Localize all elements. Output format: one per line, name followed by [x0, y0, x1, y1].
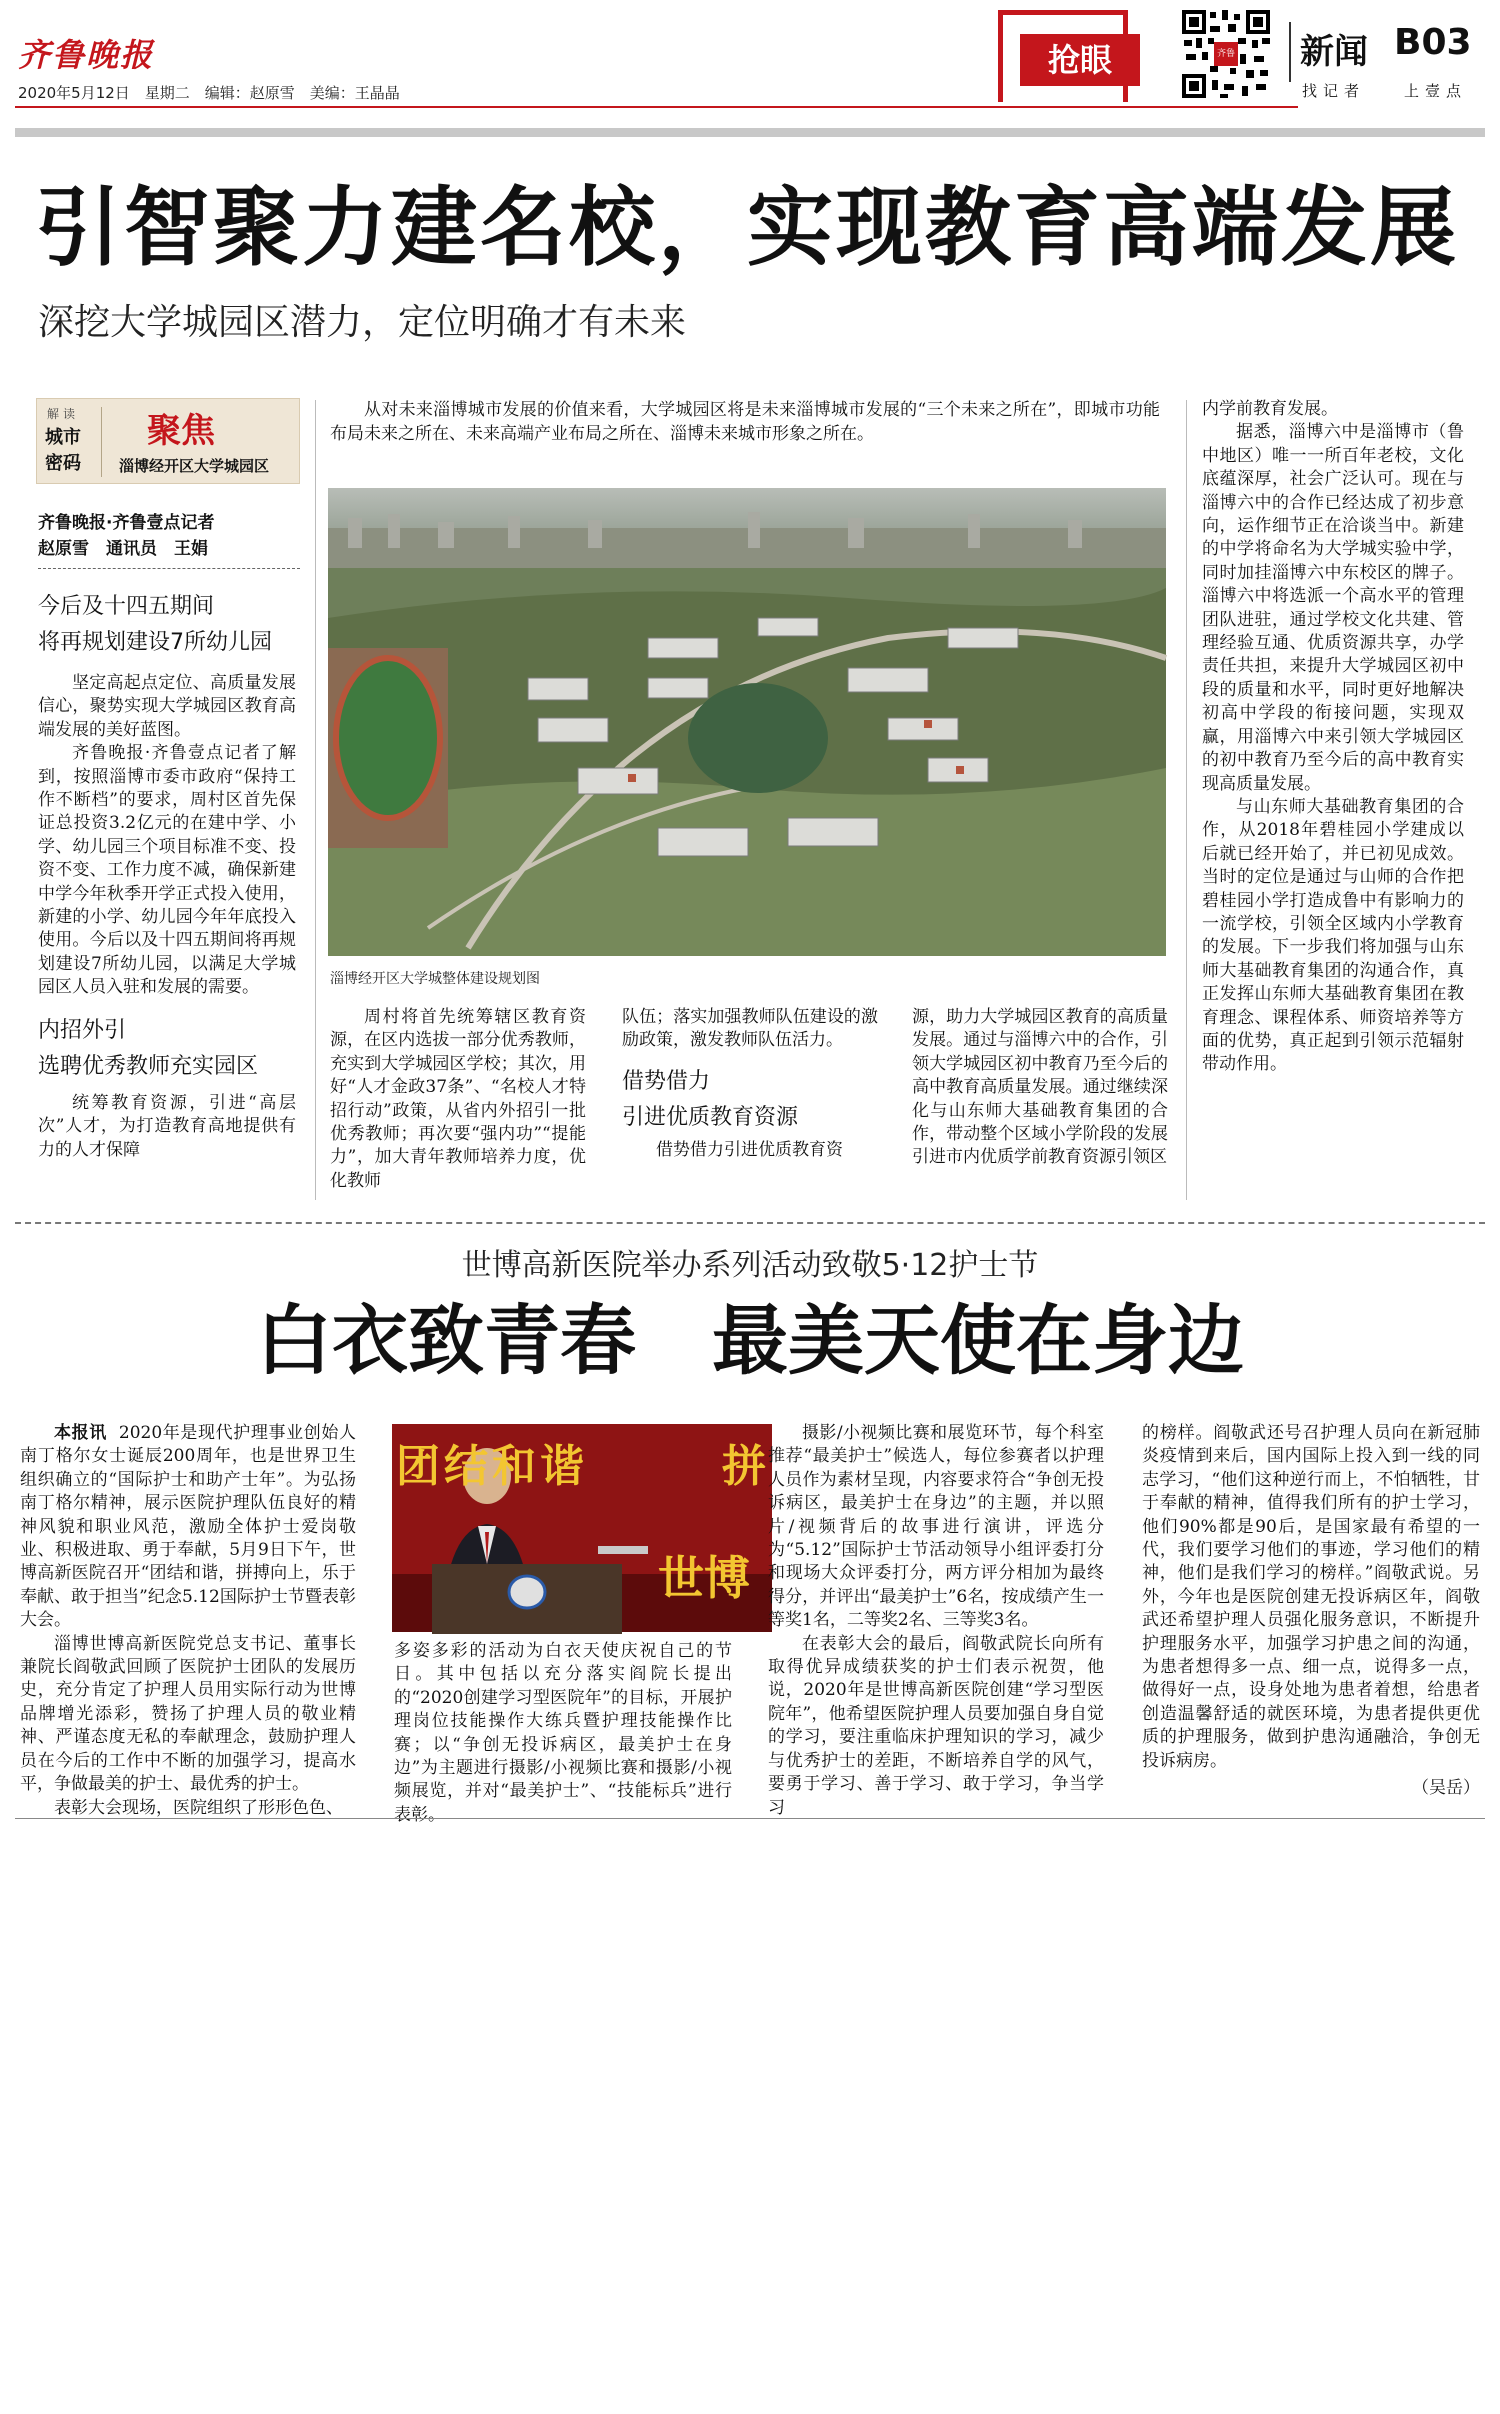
col1-subhead-3: 内招外引 — [38, 1017, 127, 1043]
col4-paragraph: 源，助力大学城园区教育的高质量发展。通过与淄博六中的合作，引领大学城园区初中教育乃至今后的高中教育高质量发展。通过继续深化与山东师大基础教育集团的合作，带动整个区域小学阶段的发展引进市内优质学前教育资源引领区 — [912, 1007, 1168, 1168]
banner-text-left: 团结和谐 — [396, 1441, 588, 1492]
col3-tail: 借势借力引进优质教育资 — [656, 1139, 843, 1160]
campus-aerial-photo — [328, 488, 1166, 956]
column-badge — [36, 398, 300, 484]
col5-paragraph: 与山东师大基础教育集团的合作，从2018年碧桂园小学建成以后就已经开始了，并已初见成效。当时的定位是通过与山师的合作把碧桂园小学打造成鲁中有影响力的一流学校，引领全区域内小学教育的发展。下一步我们将加强与山东师大基础教育集团的沟通合作，真正发挥山东师大基础教育集团在教育理念、课程体系、师资培养等方面的优势，真正起到引领示范辐射带动作用。 — [1202, 796, 1464, 1075]
story1-headline: 引智聚力建名校，实现教育高端发展 — [35, 178, 1459, 278]
story2-headline: 白衣致青春 最美天使在身边 — [256, 1296, 1244, 1385]
badge-title: 聚焦 — [147, 411, 215, 451]
badge-small: 解读 — [47, 407, 80, 421]
banner-text-right: 拼 — [722, 1441, 766, 1492]
badge-line2: 密码 — [45, 453, 81, 474]
story2-col3-paragraph: 摄影/小视频比赛和展览环节，每个科室推荐“最美护士”候选人，每位参赛者以护理人员作为素材呈现，内容要求符合“争创无投诉病区，最美护士在身边”的主题，并以照片/视频背后的故事进行演讲，评选分为“5.12”国际护士节活动领导小组评委打分和现场大众评委打分，两方评分相加为最终得分，并评出“最美护士”6名，按成绩产生一等奖1名，二等奖2名、三等奖3名。 — [768, 1423, 1104, 1631]
story2-column-2 — [394, 1640, 732, 1825]
story2-column-4 — [1142, 1422, 1480, 1810]
col3-subhead-1: 借势借力 — [622, 1068, 711, 1094]
story1-column-2 — [330, 1006, 586, 1202]
story2-col2-paragraph: 多姿多彩的活动为白衣天使庆祝自己的节日。其中包括以充分落实阎院长提出的“2020创建学习型医院年”的目标，开展护理岗位技能操作大练兵暨护理技能操作比赛；以“争创无投诉病区，最美护士在身边”为主题进行摄影/小视频比赛和摄影/小视频展览，并对“最美护士”、“技能标兵”进行表彰。 — [394, 1641, 732, 1825]
story1-column-3 — [622, 1006, 878, 1202]
byline — [38, 510, 298, 562]
photo-caption: 淄博经开区大学城整体建设规划图 — [330, 971, 540, 987]
byline-line1: 齐鲁晚报·齐鲁壹点记者 — [38, 513, 215, 533]
section-name: 新闻 — [1300, 32, 1368, 72]
story2-column-3 — [768, 1422, 1104, 1818]
banner-text-bottom: 世博 — [658, 1551, 750, 1605]
col1-paragraph: 齐鲁晚报·齐鲁壹点记者了解到，按照淄博市委市政府“保持工作不断档”的要求，周村区首先保证总投资3.2亿元的在建中学、小学、幼儿园三个项目标准不变、投资不变、工作力度不减，确保新建中学今年秋季开学正式投入使用，新建的小学、幼儿园今年年底投入使用。今后以及十四五期间将再规划建设7所幼儿园，以满足大学城园区人员入驻和发展的需要。 — [38, 743, 296, 998]
story2-col3-paragraph: 在表彰大会的最后，阎敬武院长向所有取得优异成绩获奖的护士们表示祝贺，他说，2020年是世博高新医院创建“学习型医院年”，他希望医院护理人员要加强自身自觉的学习，要注重临床护理知识的学习，减少与优秀护士的差距，不断培养自学的风气，要勇于学习、善于学习、敢于学习，争当学习 — [768, 1633, 1104, 1818]
page-number: B03 — [1394, 22, 1472, 63]
lead-label: 本报讯 — [54, 1423, 107, 1443]
tag-badge: 抢眼 — [1020, 34, 1140, 86]
story2-col4-paragraph: 的榜样。阎敬武还号召护理人员向在新冠肺炎疫情到来后，国内国际上投入到一线的同志学习，“他们这种逆行而上，不怕牺牲，甘于奉献的精神，值得我们所有的护士学习，他们90%都是90后，是国家最有希望的一代，我们要学习他们的事迹，学习他们的精神，他们是我们学习的榜样。”阎敬武说。另外，今年也是医院创建无投诉病区年，阎敬武还希望护理人员强化服务意识，不断提升护理服务水平，加强学习护患之间的沟通，为患者想得多一点、细一点，说得多一点，做得好一点，设身处地为患者着想，给患者创造温馨舒适的就医环境，为患者提供更优质的护理服务，做到护患沟通融洽，争创无投诉病房。 — [1142, 1423, 1480, 1771]
col3-paragraph: 队伍；落实加强教师队伍建设的激励政策，激发教师队伍活力。 — [622, 1007, 878, 1051]
top-band — [15, 128, 1485, 137]
badge-divider — [101, 407, 102, 477]
col3-subhead-2: 引进优质教育资源 — [622, 1104, 799, 1130]
masthead-rule — [15, 106, 1298, 108]
badge-sub: 淄博经开区大学城园区 — [119, 457, 270, 475]
story1-column-1 — [38, 592, 296, 1204]
masthead-logo: 齐鲁晚报 — [18, 36, 155, 74]
story2-col1-lead-text: 2020年是现代护理事业创始人南丁格尔女士诞辰200周年，也是世界卫生组织确立的“国际护士和助产士年”。为弘扬南丁格尔精神，展示医院护理队伍良好的精神风貌和职业风范，激励全体护士爱岗敬业、积极进取、勇于奉献，5月9日下午，世博高新医院召开“团结和谐，拼搏向上，乐于奉献、敢于担当”纪念5.12国际护士节暨表彰大会。 — [20, 1423, 357, 1631]
qr-code-icon — [1180, 8, 1272, 100]
col2-paragraph: 周村将首先统筹辖区教育资源，在区内选拔一部分优秀教师，充实到大学城园区学校；其次，用好“人才金政37条”、“名校人才特招行动”政策，从省内外招引一批优秀教师；再次要“强内功”“提能力”，加大青年教师培养力度，优化教师 — [330, 1007, 586, 1191]
column-rule — [1186, 400, 1187, 1200]
story1-subheadline: 深挖大学城园区潜力，定位明确才有未来 — [38, 302, 687, 343]
story1-column-5 — [1202, 398, 1464, 1170]
byline-line2: 赵原雪 通讯员 王娟 — [38, 539, 208, 559]
story-separator — [15, 1222, 1485, 1224]
story2-kicker: 世博高新医院举办系列活动致敬5·12护士节 — [461, 1248, 1039, 1283]
col1-subhead-1: 今后及十四五期间 — [38, 594, 215, 619]
story2-bottom-rule — [15, 1818, 1485, 1819]
date-line: 2020年5月12日 星期二 编辑：赵原雪 美编：王晶晶 — [18, 84, 400, 102]
column-rule — [315, 400, 316, 1200]
col1-paragraph: 坚定高起点定位、高质量发展信心，聚势实现大学城园区教育高端发展的美好蓝图。 — [38, 673, 296, 740]
col1-subhead-2: 将再规划建设7所幼儿园 — [38, 630, 272, 655]
story2-col1-lead — [20, 1422, 356, 1633]
section-divider — [1289, 22, 1291, 82]
story1-lead: 从对未来淄博城市发展的价值来看，大学城园区将是未来淄博城市发展的“三个未来之所在”，即城市功能布局未来之所在、未来高端产业布局之所在、淄博未来城市形象之所在。 — [330, 400, 1160, 444]
story2-col1-paragraph: 表彰大会现场，医院组织了形形色色、 — [54, 1797, 343, 1818]
col5-first: 内学前教育发展。 — [1202, 399, 1338, 419]
col1-tail: 统筹教育资源，引进“高层次”人才，为打造教育高地提供有力的人才保障 — [38, 1092, 296, 1160]
qr-caption: 齐鲁 — [1216, 49, 1235, 59]
badge-line1: 城市 — [45, 427, 81, 448]
slogan-right: 上壹点 — [1404, 82, 1468, 100]
col5-paragraph: 据悉，淄博六中是淄博市（鲁中地区）唯一一所百年老校，文化底蕴深厚，社会广泛认可。现在与淄博六中的合作已经达成了初步意向，运作细节正在洽谈当中。新建的中学将命名为大学城实验中学，同时加挂淄博六中东校区的牌子。淄博六中将选派一个高水平的管理团队进驻，通过学校文化共建、管理经验互通、优质资源共享，办学责任共担，来提升大学城园区初中段的质量和水平，同时更好地解决初高中学段的衔接问题，实现双赢，用淄博六中来引领大学城园区的初中教育乃至今后的高中教育实现高质量发展。 — [1202, 422, 1464, 794]
slogan-left: 找记者 — [1302, 82, 1366, 100]
story1-column-4 — [912, 1006, 1168, 1202]
story2-signature: （吴岳） — [1412, 1778, 1480, 1799]
ceremony-photo — [392, 1424, 772, 1632]
byline-rule — [38, 568, 300, 569]
story2-column-1 — [20, 1422, 357, 1818]
story2-col1-paragraph: 淄博世博高新医院党总支书记、董事长兼院长阎敬武回顾了医院护士团队的发展历史，充分肯定了护理人员用实际行动为世博品牌增光添彩，赞扬了护理人员的敬业精神、严谨态度无私的奉献理念，鼓励护理人员在今后的工作中不断的加强学习，提高水平，争做最美的护士、最优秀的护士。 — [20, 1633, 356, 1795]
col1-subhead-4: 选聘优秀教师充实园区 — [38, 1053, 259, 1079]
